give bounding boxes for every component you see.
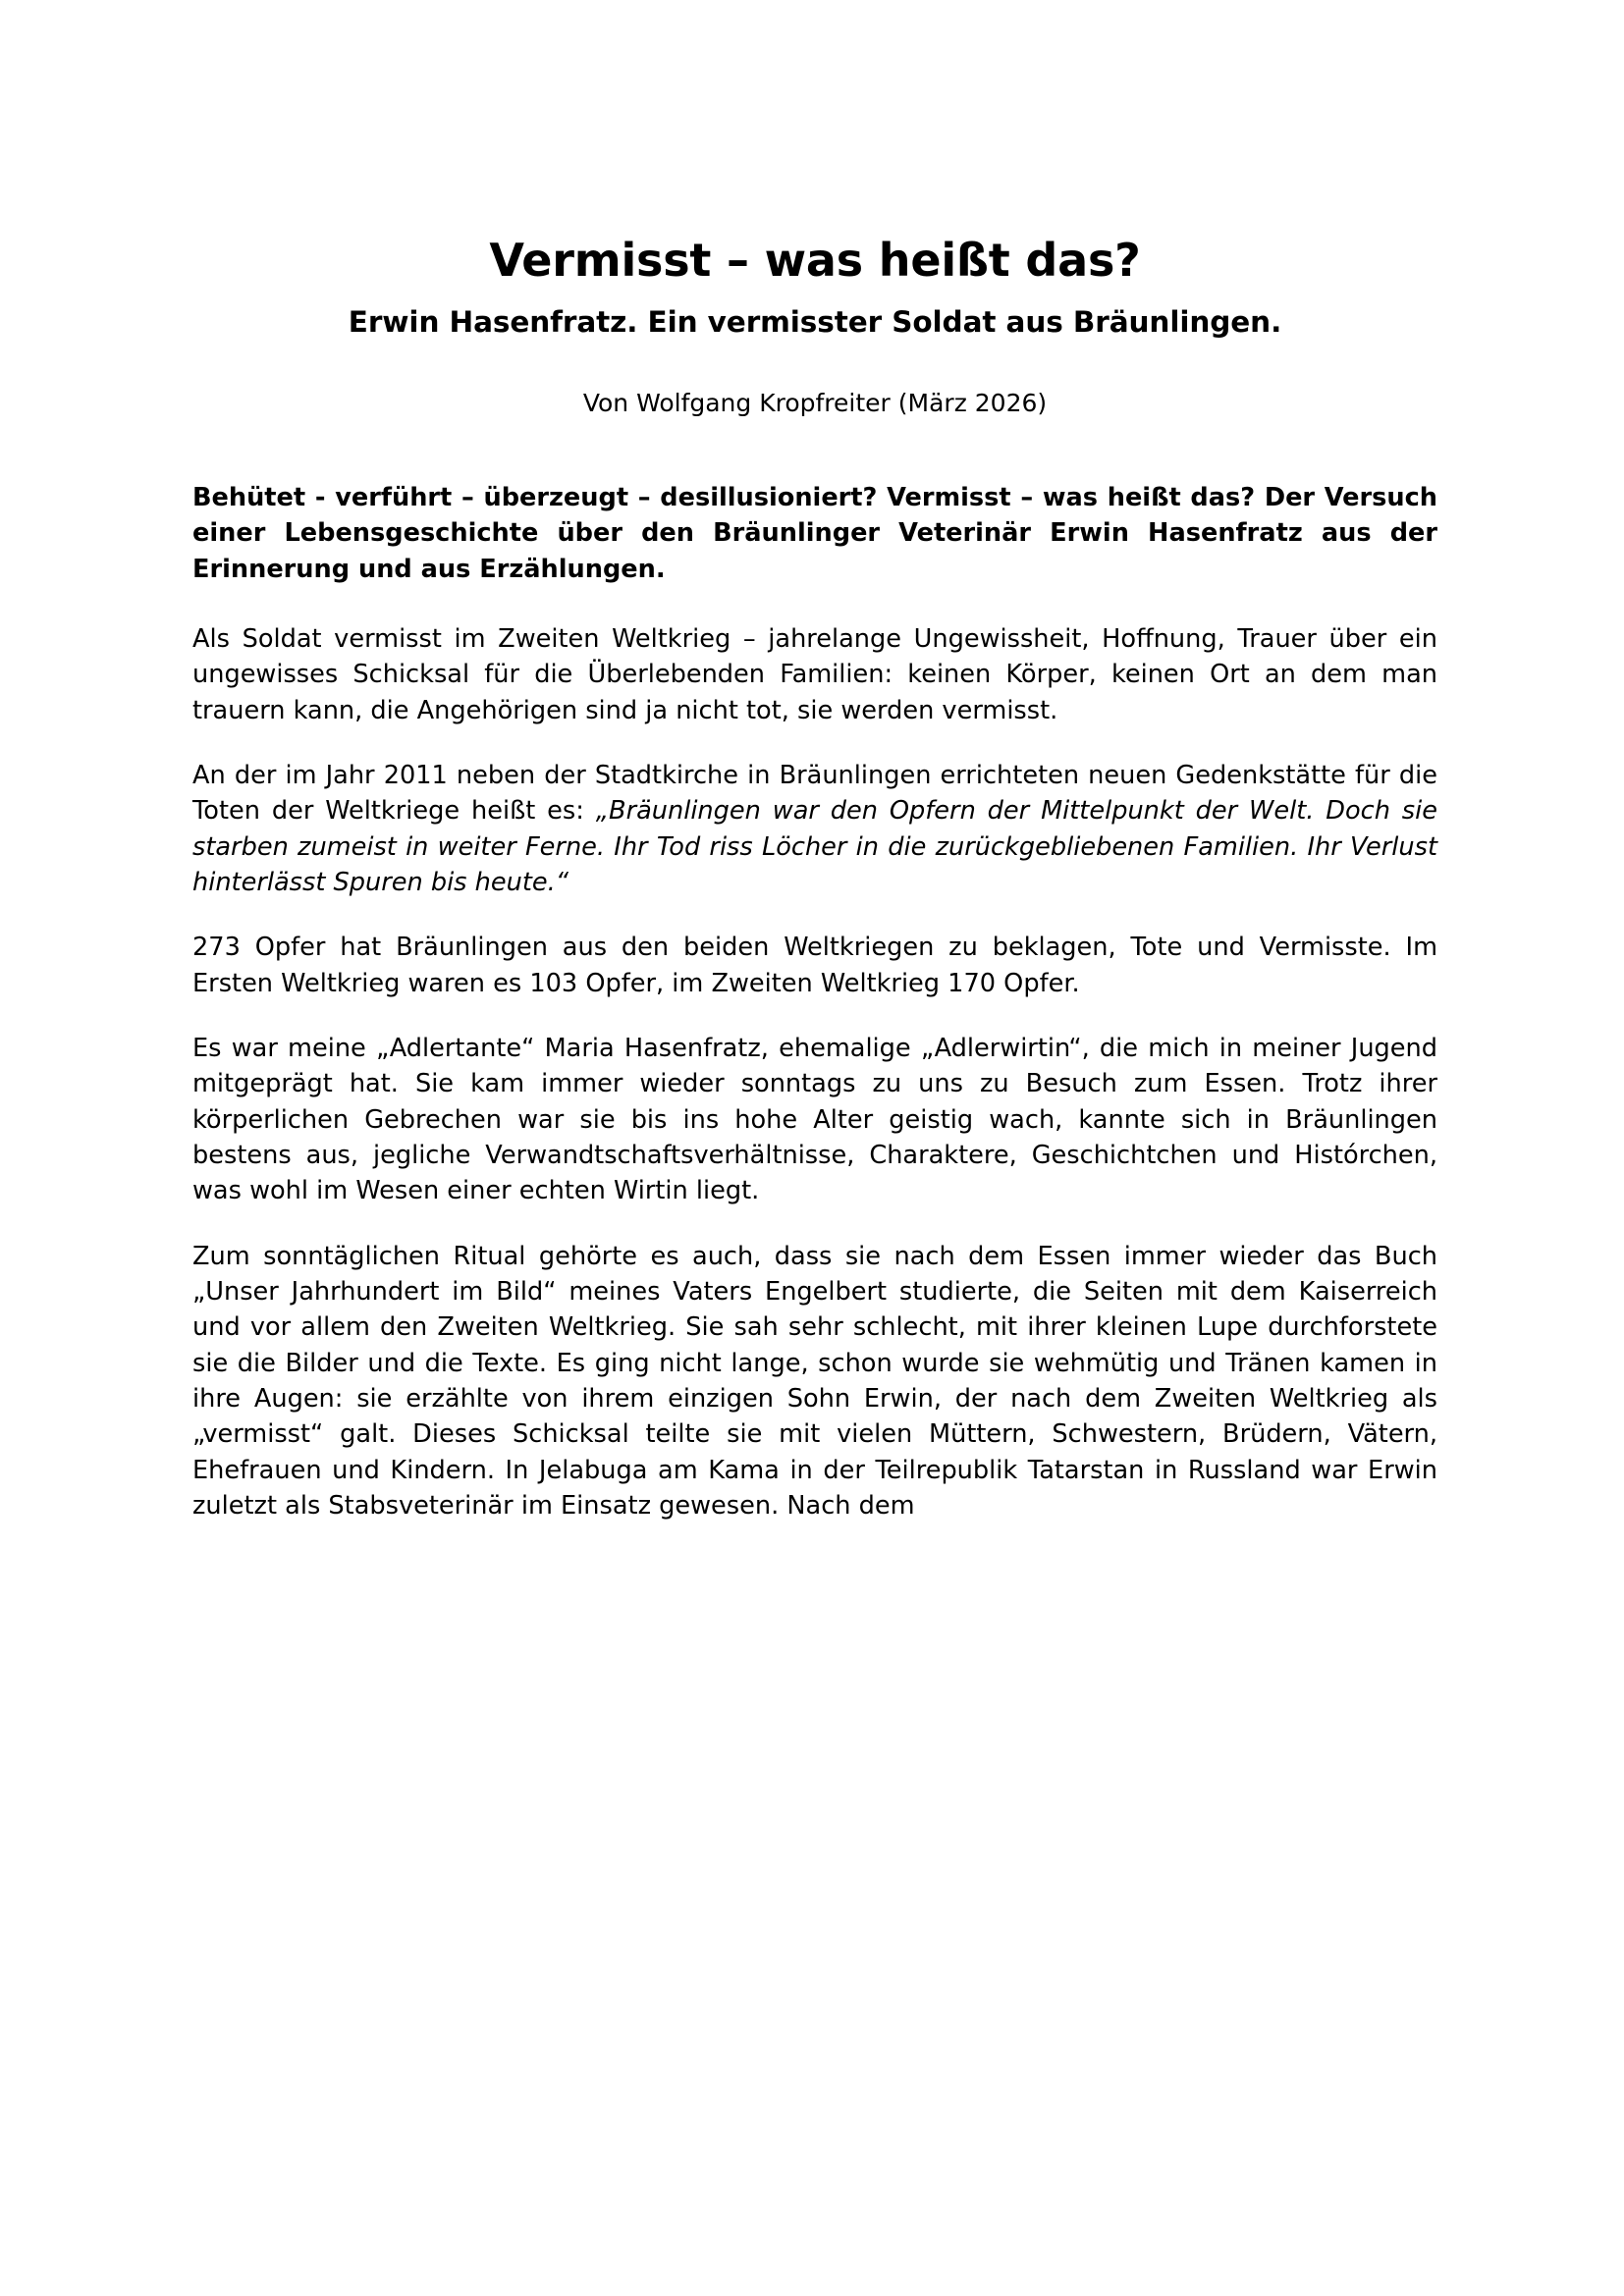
paragraph-4: Es war meine „Adlertante“ Maria Hasenfratz, ehemalige „Adlerwirtin“, die mich in meiner Jugend mitgeprägt hat. Sie kam immer wieder sonntags zu uns zu Besuch zum Essen. Trotz ihrer körperlichen Gebrechen war sie bis ins hohe Alter geistig wach, kannte sich in Bräunlingen bestens aus, jegliche Verwandtschaftsverhältnisse, Charaktere, Geschichtchen und Histórchen, was wohl im Wesen einer echten Wirtin liegt. bbox=[192, 1034, 1437, 1206]
article-body bbox=[192, 419, 1437, 1523]
byline: Von Wolfgang Kropfreiter (März 2026) bbox=[582, 388, 1048, 417]
page-title: Vermisst – was heißt das? bbox=[489, 234, 1141, 287]
paragraph-3: 273 Opfer hat Bräunlingen aus den beiden Weltkriegen zu beklagen, Tote und Vermisste. Im Ersten Weltkrieg waren es 103 Opfer, im Zweiten Weltkrieg 170 Opfer. bbox=[192, 933, 1437, 998]
paragraph-5: Zum sonntäglichen Ritual gehörte es auch, dass sie nach dem Essen immer wieder das Buch „Unser Jahrhundert im Bild“ meines Vaters Engelbert studierte, die Seiten mit dem Kaiserreich und vor allem den Zweiten Weltkrieg. Sie sah sehr schlecht, mit ihrer kleinen Lupe durchforstete sie die Bilder und die Texte. Es ging nicht lange, schon wurde sie wehmütig und Tränen kamen in ihre Augen: sie erzählte von ihrem einzigen Sohn Erwin, der nach dem Zweiten Weltkrieg als „vermisst“ galt. Dieses Schicksal teilte sie mit vielen Müttern, Schwestern, Brüdern, Vätern, Ehefrauen und Kindern. In Jelabuga am Kama in der Teilrepublik Tatarstan in Russland war Erwin zuletzt als Stabsveterinär im Einsatz gewesen. Nach dem bbox=[192, 1241, 1437, 1522]
page-subtitle: Erwin Hasenfratz. Ein vermisster Soldat aus Bräunlingen. bbox=[348, 305, 1282, 340]
paragraph-2 bbox=[192, 758, 1437, 900]
memorial-quote: „Bräunlingen war den Opfern der Mittelpunkt der Welt. Doch sie starben zumeist in weiter Ferne. Ihr Tod riss Löcher in die zurückgebliebenen Familien. Ihr Verlust hinterlässt Spuren bis heute.“ bbox=[192, 796, 1438, 898]
lead-paragraph: Behütet - verführt – überzeugt – desillusioniert? Vermisst – was heißt das? Der Versuch einer Lebensgeschichte über den Bräunlinger Veterinär Erwin Hasenfratz aus der Erinnerung und aus Erzählungen. bbox=[192, 483, 1437, 584]
document-content bbox=[192, 0, 1437, 1523]
paragraph-2-intro: An der im Jahr 2011 neben der Stadtkirche in Bräunlingen errichteten neuen Gedenkstätte für die Toten der Weltkriege heißt es: bbox=[192, 761, 1437, 827]
paragraph-1: Als Soldat vermisst im Zweiten Weltkrieg – jahrelange Ungewissheit, Hoffnung, Trauer über ein ungewisses Schicksal für die Überlebenden Familien: keinen Körper, keinen Ort an dem man trauern kann, die Angehörigen sind ja nicht tot, sie werden vermisst. bbox=[192, 624, 1437, 725]
